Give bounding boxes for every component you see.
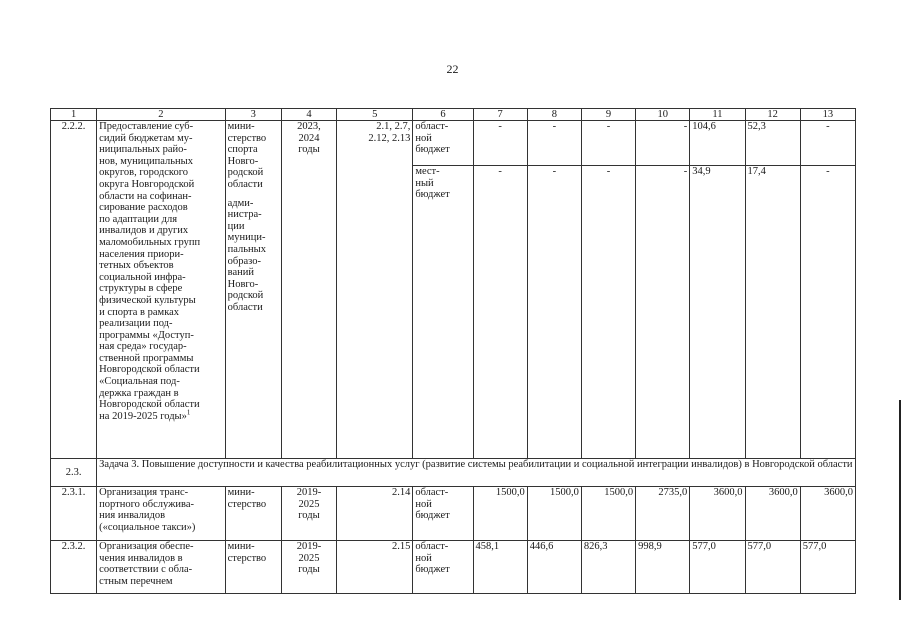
text-line: реализации под- (99, 318, 173, 330)
value-cell: - (636, 166, 690, 459)
value-cell: 1500,0 (473, 487, 527, 541)
value-cell: 458,1 (473, 541, 527, 594)
text-line: сирование расходов (99, 202, 188, 214)
text-line: спорта (227, 144, 258, 156)
table-row (51, 459, 856, 487)
years-cell (281, 487, 336, 541)
text-line: бюджет (415, 564, 450, 576)
text-line: маломобильных групп (99, 236, 201, 248)
text-line: пальных (227, 243, 266, 255)
text-line: бюджет (415, 144, 450, 156)
targets-cell: 2.15 (337, 541, 413, 594)
text-line: област- (415, 541, 449, 552)
targets-cell (337, 121, 413, 459)
text-line: «Социальная под- (99, 376, 180, 388)
text-line: сидий бюджетам му- (99, 132, 193, 144)
header-row (51, 109, 856, 121)
activity-name (97, 121, 225, 459)
text-line: мини- (227, 121, 255, 132)
text-line: нов, муниципальных (99, 155, 193, 167)
text-line: ный (415, 177, 434, 189)
header-cell: 6 (413, 109, 473, 121)
text-line: Организация транс- (99, 487, 189, 498)
text-line: годы (298, 564, 320, 576)
table-row (51, 121, 856, 166)
task-heading: Задача 3. Повышение доступности и качества реабилитационных услуг (развитие системы реабилитации и социальной интеграции инвалидов) в Новгородской области (97, 459, 856, 487)
value-cell: 2735,0 (636, 487, 690, 541)
text-line: ниципальных райо- (99, 144, 187, 156)
text-line: ной (415, 132, 432, 144)
text-line: структуры в сфере (99, 283, 183, 295)
text-line: («социальное такси») (99, 521, 196, 533)
text-line: стерство (227, 552, 267, 564)
text-line: муници- (227, 232, 266, 244)
value-cell: 52,3 (745, 121, 800, 166)
text-line: соответствии с обла- (99, 564, 193, 576)
text-line: мест- (415, 166, 440, 177)
header-cell: 1 (51, 109, 97, 121)
footnote-marker: 1 (186, 408, 191, 417)
text-line: портного обслужива- (99, 498, 194, 510)
funding-source (413, 487, 473, 541)
text-line: ная среда» государ- (99, 341, 187, 353)
header-cell: 4 (281, 109, 336, 121)
text-line: области (227, 301, 263, 313)
text-line: держка граждан в (99, 387, 179, 399)
table-row (51, 541, 856, 594)
funding-source (413, 166, 473, 459)
text-line: образо- (227, 255, 261, 267)
value-cell: - (636, 121, 690, 166)
text-line: 2025 (298, 498, 320, 510)
text-line: инвалидов и других (99, 225, 189, 237)
text-line: стерство (227, 132, 267, 144)
text-line-content: на 2019-2025 годы» (99, 410, 187, 422)
value-cell: 577,0 (745, 541, 800, 594)
header-cell: 8 (527, 109, 581, 121)
value-cell: - (527, 166, 581, 459)
page-number: 22 (446, 62, 459, 76)
value-cell: 446,6 (527, 541, 581, 594)
text-line: стерство (227, 498, 267, 510)
header-cell: 11 (690, 109, 745, 121)
text-line: бюджет (415, 510, 450, 522)
text-line: ной (415, 552, 432, 564)
text-line: ваний (227, 267, 254, 279)
activity-name (97, 541, 225, 594)
header-cell: 9 (581, 109, 635, 121)
header-cell: 3 (225, 109, 281, 121)
spacer (228, 191, 279, 198)
years-cell (281, 121, 336, 459)
text-line: ции (227, 220, 245, 232)
years-cell (281, 541, 336, 594)
executor-cell (225, 541, 281, 594)
text-line: по адаптации для (99, 213, 178, 225)
value-cell: 577,0 (690, 541, 745, 594)
text-line: годы (298, 144, 320, 156)
text-line: родской (227, 290, 264, 302)
text-line: мини- (227, 487, 255, 498)
row-number: 2.2.2. (51, 121, 97, 459)
text-line: област- (415, 487, 449, 498)
funding-source (413, 541, 473, 594)
text-line (99, 408, 222, 423)
row-number: 2.3.1. (51, 487, 97, 541)
header-cell: 2 (97, 109, 225, 121)
targets-cell: 2.14 (337, 487, 413, 541)
text-line: Организация обеспе- (99, 541, 194, 552)
header-cell: 7 (473, 109, 527, 121)
text-line: бюджет (415, 189, 450, 201)
text-line: Новго- (227, 278, 259, 290)
text-line: программы «Доступ- (99, 329, 194, 341)
text-line: и спорта в рамках (99, 306, 180, 318)
text-line: 2.12, 2.13 (368, 132, 411, 144)
value-cell: 3600,0 (800, 487, 855, 541)
executor-cell (225, 121, 281, 459)
value-cell: - (800, 166, 855, 459)
text-line: мини- (227, 541, 255, 552)
value-cell: - (581, 121, 635, 166)
activity-name (97, 487, 225, 541)
value-cell: 17,4 (745, 166, 800, 459)
text-line: населения приори- (99, 248, 184, 260)
text-line: области (227, 178, 263, 190)
value-cell: 104,6 (690, 121, 745, 166)
header-cell: 12 (745, 109, 800, 121)
text-line: 2019- (296, 487, 322, 498)
text-line: чения инвалидов в (99, 552, 183, 564)
program-activities-table (50, 108, 856, 594)
text-line: области на софинан- (99, 190, 192, 202)
table-row (51, 487, 856, 541)
text-line: округов, городского (99, 167, 188, 179)
text-line: 2.1, 2.7, (376, 121, 411, 132)
value-cell: 34,9 (690, 166, 745, 459)
text-line: социальной инфра- (99, 271, 186, 283)
text-line: тетных объектов (99, 260, 174, 272)
value-cell: - (581, 166, 635, 459)
text-line: стным перечнем (99, 575, 173, 587)
text-line: годы (298, 510, 320, 522)
value-cell: 3600,0 (690, 487, 745, 541)
text-line: родской (227, 167, 264, 179)
text-line: 2019- (296, 541, 322, 552)
header-cell: 13 (800, 109, 855, 121)
text-line: област- (415, 121, 449, 132)
row-number: 2.3.2. (51, 541, 97, 594)
value-cell: - (473, 121, 527, 166)
value-cell: 3600,0 (745, 487, 800, 541)
value-cell: - (800, 121, 855, 166)
funding-source (413, 121, 473, 166)
text-line: физической культуры (99, 294, 196, 306)
executor-cell (225, 487, 281, 541)
value-cell: 1500,0 (527, 487, 581, 541)
text-line: 2023, (297, 121, 321, 132)
text-line: 2024 (298, 132, 320, 144)
text-line: нистра- (227, 209, 262, 221)
header-cell: 10 (636, 109, 690, 121)
value-cell: 1500,0 (581, 487, 635, 541)
header-cell: 5 (337, 109, 413, 121)
text-line: ния инвалидов (99, 510, 166, 522)
text-line: Новго- (227, 155, 259, 167)
text-line: ной (415, 498, 432, 510)
text-line: Предоставление суб- (99, 121, 194, 132)
text-line: адми- (227, 197, 254, 209)
value-cell: 826,3 (581, 541, 635, 594)
value-cell: - (473, 166, 527, 459)
text-line: ственной программы (99, 352, 194, 364)
value-cell: - (527, 121, 581, 166)
row-number: 2.3. (51, 459, 97, 487)
text-line: 2025 (298, 552, 320, 564)
value-cell: 998,9 (636, 541, 690, 594)
text-line: округа Новгородской (99, 178, 195, 190)
scan-edge-mark (899, 400, 901, 600)
text-line: Новгородской области (99, 399, 200, 411)
value-cell: 577,0 (800, 541, 855, 594)
text-line: Новгородской области (99, 364, 200, 376)
